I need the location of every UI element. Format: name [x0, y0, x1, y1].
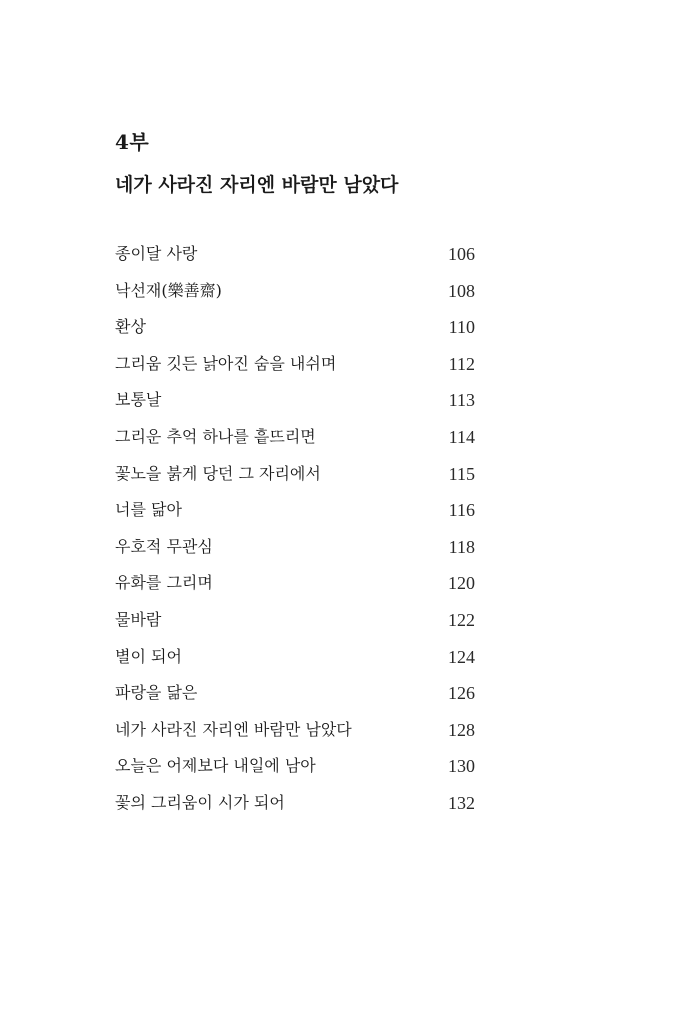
toc-entry-title: 낙선재(樂善齋) [115, 280, 222, 300]
toc-entry[interactable] [115, 427, 475, 464]
toc-entry-title: 너를 닮아 [115, 500, 182, 520]
toc-entry-title: 파랑을 닮은 [115, 683, 198, 703]
toc-entry-page: 124 [448, 646, 475, 667]
toc-entry[interactable] [115, 610, 475, 647]
toc-entry-page: 118 [448, 536, 475, 557]
toc-entry-title: 종이달 사랑 [115, 244, 198, 263]
toc-entry-title: 보통날 [115, 390, 162, 410]
toc-entry-page: 122 [448, 609, 475, 630]
toc-entry[interactable] [115, 390, 475, 427]
toc-entry-title: 꽃의 그리움이 시가 되어 [115, 792, 285, 812]
toc-entry-page: 130 [448, 756, 475, 777]
toc-entry-page: 113 [448, 390, 475, 411]
table-of-contents [115, 244, 475, 830]
toc-entry[interactable] [115, 756, 475, 793]
toc-entry[interactable] [115, 793, 475, 830]
toc-entry-title: 유화를 그리며 [115, 573, 213, 593]
toc-entry-page: 114 [448, 426, 475, 447]
toc-entry-title: 그리운 추억 하나를 흩뜨리면 [115, 426, 316, 446]
toc-entry[interactable] [115, 354, 475, 391]
toc-entry-title: 환상 [115, 317, 146, 337]
toc-entry[interactable] [115, 537, 475, 574]
toc-entry[interactable] [115, 647, 475, 684]
toc-entry-page: 106 [448, 244, 475, 264]
toc-entry[interactable] [115, 500, 475, 537]
toc-entry-page: 128 [448, 719, 475, 740]
toc-entry-title: 우호적 무관심 [115, 536, 213, 556]
toc-entry[interactable] [115, 573, 475, 610]
toc-entry-page: 120 [448, 573, 475, 594]
toc-entry[interactable] [115, 281, 475, 318]
part-title: 네가 사라진 자리엔 바람만 남았다 [115, 174, 399, 196]
toc-entry-page: 110 [448, 317, 475, 338]
toc-entry[interactable] [115, 464, 475, 501]
toc-entry-title: 그리움 깃든 낡아진 숨을 내쉬며 [115, 353, 337, 373]
toc-entry-page: 116 [448, 500, 475, 521]
toc-entry[interactable] [115, 317, 475, 354]
toc-entry-page: 126 [448, 683, 475, 704]
toc-entry-page: 108 [448, 280, 475, 301]
toc-entry-title: 물바람 [115, 609, 162, 629]
toc-entry[interactable] [115, 720, 475, 757]
toc-entry-title: 꽃노을 붉게 당던 그 자리에서 [115, 463, 321, 483]
toc-entry-page: 112 [448, 353, 475, 374]
toc-entry-page: 115 [448, 463, 475, 484]
toc-entry-title: 별이 되어 [115, 646, 182, 666]
toc-entry-title: 네가 사라진 자리엔 바람만 남았다 [115, 719, 352, 739]
toc-entry[interactable] [115, 683, 475, 720]
toc-entry-title: 오늘은 어제보다 내일에 남아 [115, 756, 316, 776]
toc-entry-page: 132 [448, 792, 475, 813]
toc-entry[interactable] [115, 244, 475, 281]
part-label: 4부 [115, 130, 150, 154]
